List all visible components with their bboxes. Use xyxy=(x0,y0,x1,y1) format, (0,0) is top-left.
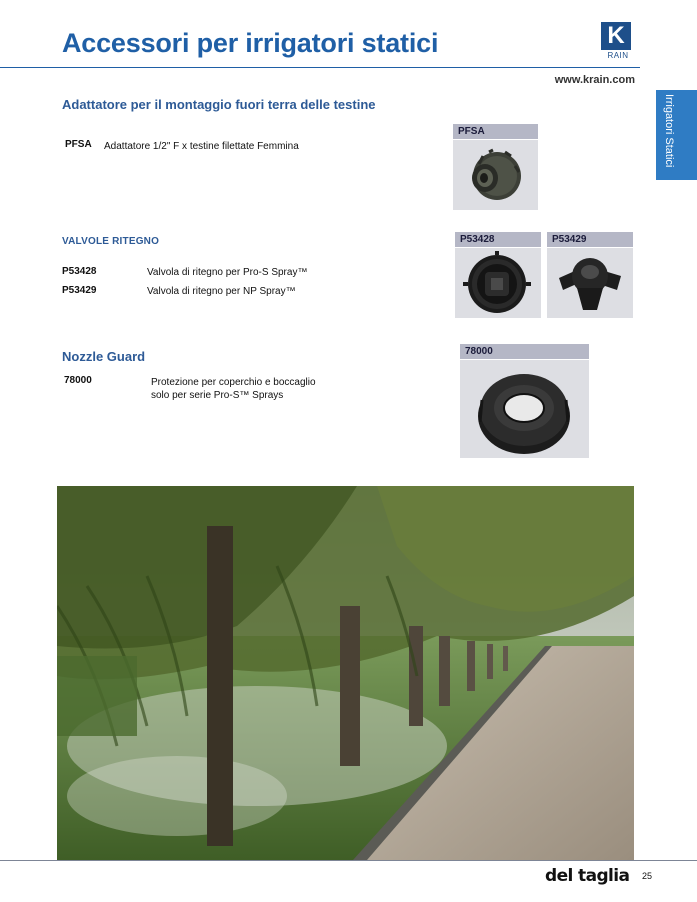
page-number: 25 xyxy=(642,871,653,881)
78000-product-image xyxy=(460,360,589,458)
product-desc-pfsa: Adattatore 1/2" F x testine filettate Femmina xyxy=(104,141,299,152)
footer-brand: del taglia xyxy=(545,866,630,886)
p53428-image-label: P53428 xyxy=(455,232,541,247)
pfsa-product-image xyxy=(453,140,538,210)
adapter-section-heading: Adattatore per il montaggio fuori terra delle testine xyxy=(62,97,376,112)
page-title: Accessori per irrigatori statici xyxy=(62,28,439,58)
p53429-product-image xyxy=(547,248,633,318)
product-desc-78000-line1: Protezione per coperchio e boccaglio xyxy=(151,377,316,388)
k-rain-logo xyxy=(601,22,635,62)
section-side-tab[interactable] xyxy=(656,90,697,180)
logo-text: RAIN xyxy=(607,51,629,60)
check-valves-heading: VALVOLE RITEGNO xyxy=(62,236,160,247)
p53428-product-image xyxy=(455,248,541,318)
willow-avenue-irrigation-photo xyxy=(57,486,634,860)
website-link[interactable]: www.krain.com xyxy=(554,74,635,86)
product-code-p53429: P53429 xyxy=(62,285,97,296)
side-tab-label: Irrigatori Statici xyxy=(663,94,675,168)
nozzle-guard-heading: Nozzle Guard xyxy=(62,349,146,364)
logo-letter: K xyxy=(601,22,631,50)
title-divider xyxy=(0,67,640,68)
footer-divider xyxy=(0,860,697,861)
78000-image-label: 78000 xyxy=(460,344,589,359)
product-desc-p53429: Valvola di ritegno per NP Spray™ xyxy=(147,286,296,297)
pfsa-image-label: PFSA xyxy=(453,124,538,139)
product-code-78000: 78000 xyxy=(64,375,92,386)
product-code-p53428: P53428 xyxy=(62,266,97,277)
product-desc-78000-line2: solo per serie Pro-S™ Sprays xyxy=(151,390,284,401)
product-code-pfsa: PFSA xyxy=(65,139,92,150)
p53429-image-label: P53429 xyxy=(547,232,633,247)
product-desc-p53428: Valvola di ritegno per Pro-S Spray™ xyxy=(147,267,308,278)
